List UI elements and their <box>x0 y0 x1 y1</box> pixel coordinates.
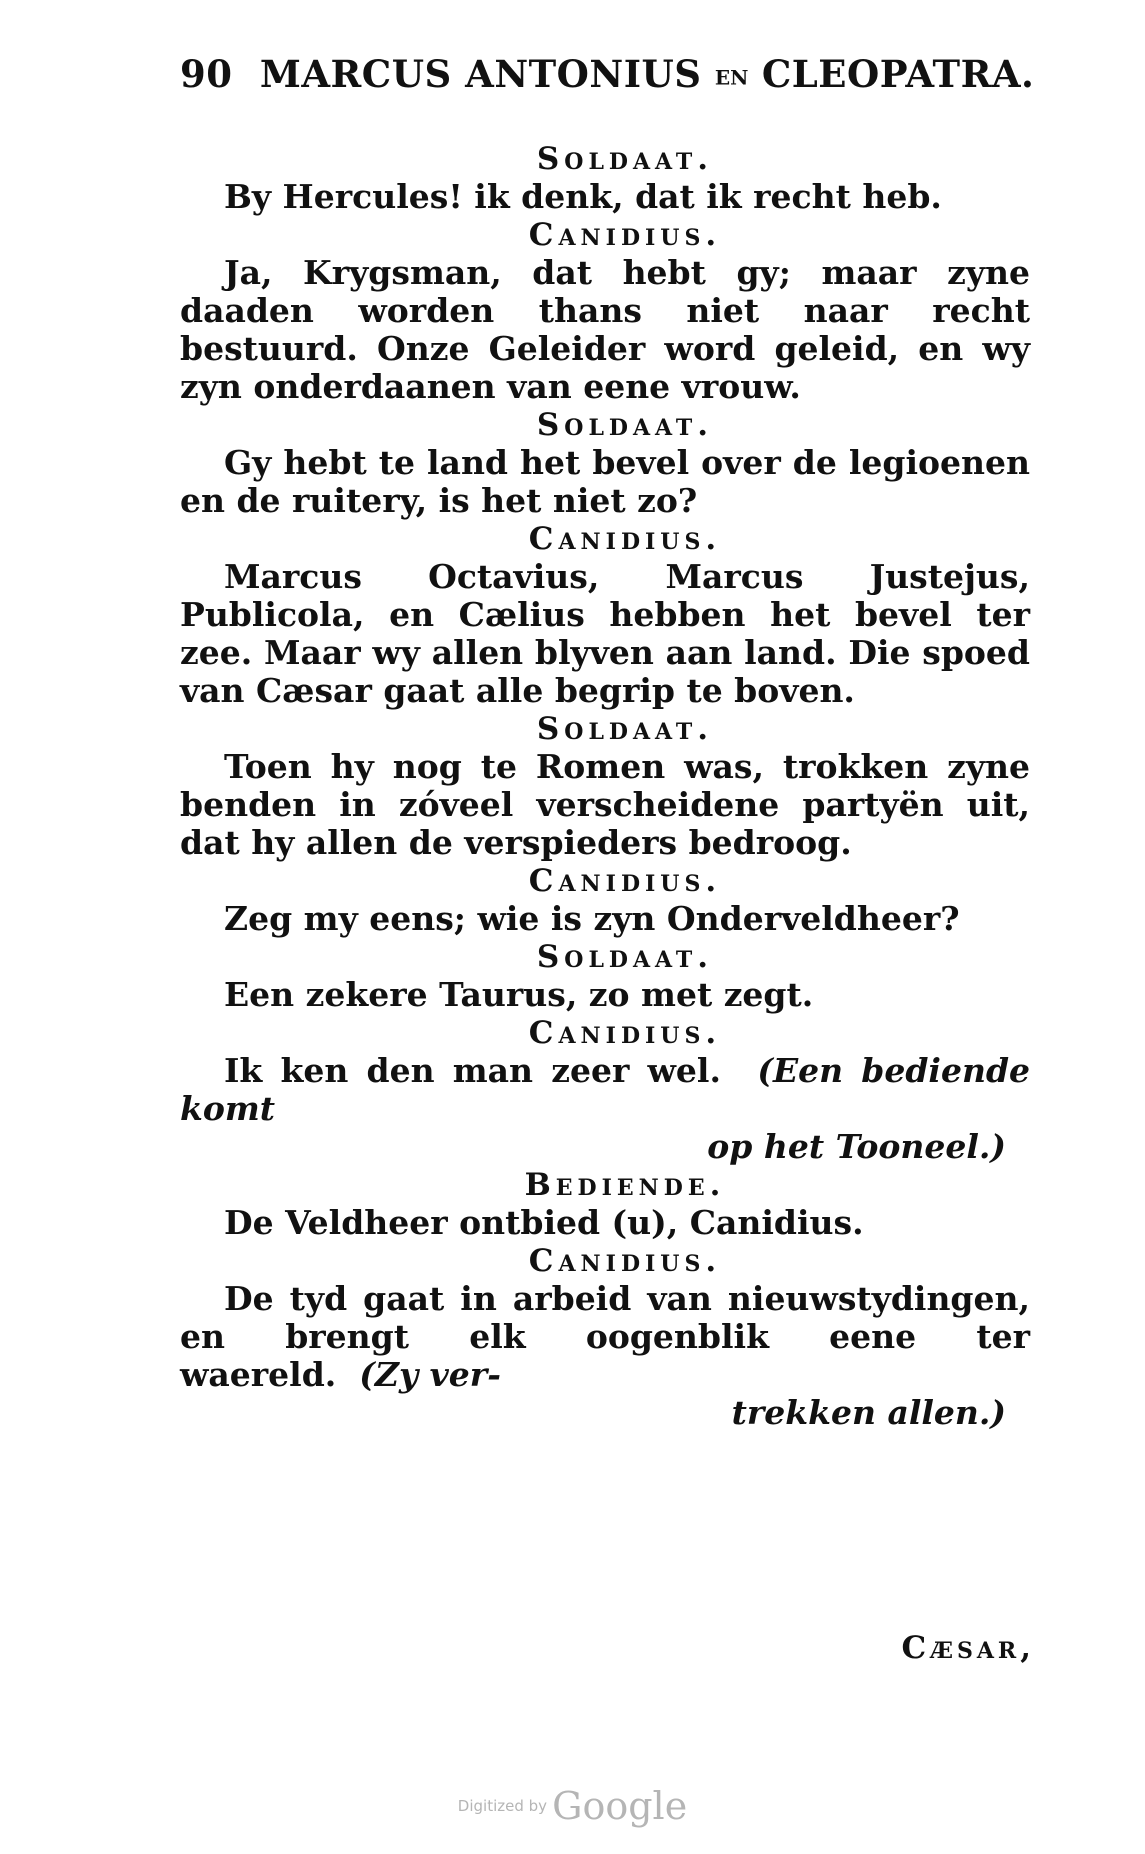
speaker-name: Soldaat. <box>536 141 714 177</box>
speaker-name: Soldaat. <box>536 939 714 975</box>
page-number: 90 <box>180 52 233 96</box>
speaker-name: Canidius. <box>528 1243 722 1279</box>
watermark-prefix: Digitized by <box>457 1797 548 1815</box>
stage-direction-continued: trekken allen.) <box>731 1393 1006 1432</box>
speaker-name: Bediende. <box>524 1167 726 1203</box>
stage-direction: (Een bediende komt <box>180 1051 1031 1128</box>
running-head <box>180 52 1040 96</box>
speech: De Veldheer ontbied (u), Canidius. <box>224 1203 864 1242</box>
speaker-name: Canidius. <box>528 863 722 899</box>
speech: Een zekere Taurus, zo met zegt. <box>224 975 814 1014</box>
speech: Ja, Krygsman, dat hebt gy; maar zyne daaden worden thans niet naar recht bestuurd. Onze Geleider word geleid, en wy zyn onderdaanen van eene vrouw. <box>180 253 1030 406</box>
speaker-name: Canidius. <box>528 1015 722 1051</box>
running-title-conjunction: EN <box>714 65 749 90</box>
speech: Toen hy nog te Romen was, trokken zyne benden in zóveel verscheidene partyën uit, dat hy allen de verspieders bedroog. <box>180 747 1030 862</box>
stage-direction-continued: op het Tooneel.) <box>707 1127 1006 1166</box>
catchword: Cæsar, <box>901 1630 1035 1666</box>
watermark-brand: Google <box>552 1784 688 1828</box>
speaker-name: Canidius. <box>528 521 722 557</box>
speech-with-stage-direction <box>180 1280 1030 1394</box>
speech-with-stage-direction <box>180 1052 1030 1128</box>
speech-text: De tyd gaat in arbeid van nieuwstydingen, en brengt elk oogenblik eene ter waereld. <box>180 1279 1030 1394</box>
speech: Zeg my eens; wie is zyn Onderveldheer? <box>224 899 960 938</box>
speaker-name: Canidius. <box>528 217 722 253</box>
speech: By Hercules! ik denk, dat ik recht heb. <box>224 177 942 216</box>
running-title-part-1: MARCUS ANTONIUS <box>259 52 702 96</box>
digitization-watermark <box>0 1784 1145 1828</box>
dialogue-text <box>180 140 1030 1432</box>
speech: Gy hebt te land het bevel over de legioenen en de ruitery, is het niet zo? <box>180 443 1030 520</box>
speech: Marcus Octavius, Marcus Justejus, Publicola, en Cælius hebben het bevel ter zee. Maar wy allen blyven aan land. Die spoed van Cæsar gaat alle begrip te boven. <box>180 557 1030 710</box>
speech-text: Ik ken den man zeer wel. <box>224 1051 721 1090</box>
stage-direction: (Zy ver- <box>359 1355 501 1394</box>
running-title-part-2: CLEOPATRA. <box>761 52 1035 96</box>
speaker-name: Soldaat. <box>536 711 714 747</box>
speaker-name: Soldaat. <box>536 407 714 443</box>
